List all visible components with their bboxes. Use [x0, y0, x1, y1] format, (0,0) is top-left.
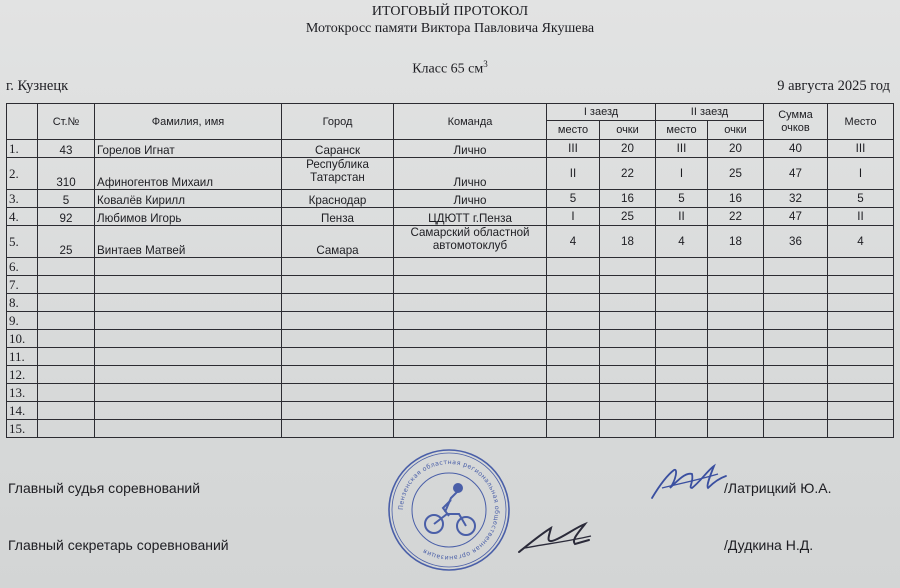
- final-place: [828, 312, 894, 330]
- rider-team: [394, 348, 547, 366]
- judge-label: Главный судья соревнований: [8, 480, 201, 496]
- rider-city: Самара: [282, 226, 394, 258]
- rider-number: [38, 420, 95, 438]
- race1-place: III: [547, 140, 600, 158]
- secretary-name: /Дудкина Н.Д.: [724, 537, 814, 553]
- rider-name: [95, 348, 282, 366]
- race1-points: [600, 402, 656, 420]
- protocol-title: ИТОГОВЫЙ ПРОТОКОЛ: [371, 4, 529, 19]
- rider-number: [38, 258, 95, 276]
- race2-place-header: место: [656, 121, 708, 140]
- secretary-label: Главный секретарь соревнований: [8, 537, 229, 553]
- total-points: 47: [764, 158, 828, 190]
- final-place: [828, 276, 894, 294]
- results-body: [7, 140, 894, 438]
- final-place: [828, 330, 894, 348]
- race1-points: [600, 420, 656, 438]
- race1-points: [600, 258, 656, 276]
- race2-place: [656, 312, 708, 330]
- col-city-header: Город: [282, 104, 394, 140]
- race2-header: II заезд: [656, 104, 764, 121]
- race1-points: 25: [600, 208, 656, 226]
- race2-points: [708, 312, 764, 330]
- final-place: 5: [828, 190, 894, 208]
- race1-points: [600, 366, 656, 384]
- rider-name: Любимов Игорь: [95, 208, 282, 226]
- total-points: 40: [764, 140, 828, 158]
- race1-header: I заезд: [547, 104, 656, 121]
- final-place: III: [828, 140, 894, 158]
- rider-name: [95, 276, 282, 294]
- race1-place: [547, 384, 600, 402]
- race2-points-header: очки: [708, 121, 764, 140]
- final-place: [828, 402, 894, 420]
- race1-place: 4: [547, 226, 600, 258]
- race2-points: [708, 420, 764, 438]
- rider-name: [95, 384, 282, 402]
- total-points: 32: [764, 190, 828, 208]
- race2-place: 4: [656, 226, 708, 258]
- total-points: 47: [764, 208, 828, 226]
- race1-points: [600, 348, 656, 366]
- col-number-header: Ст.№: [38, 104, 95, 140]
- row-position: 2.: [7, 158, 38, 190]
- event-city: г. Кузнецк: [6, 78, 69, 94]
- race2-place: III: [656, 140, 708, 158]
- col-place-header: Место: [828, 104, 894, 140]
- race2-points: 22: [708, 208, 764, 226]
- rider-city: [282, 402, 394, 420]
- race1-points-header: очки: [600, 121, 656, 140]
- rider-city: Пенза: [282, 208, 394, 226]
- rider-team: [394, 294, 547, 312]
- rider-city: Саранск: [282, 140, 394, 158]
- rider-team: Самарский областной автомотоклуб: [394, 226, 547, 258]
- rider-number: [38, 366, 95, 384]
- row-position: 4.: [7, 208, 38, 226]
- race1-place: 5: [547, 190, 600, 208]
- race2-points: 25: [708, 158, 764, 190]
- final-place: [828, 348, 894, 366]
- total-points: [764, 420, 828, 438]
- row-position: 12.: [7, 366, 38, 384]
- final-place: I: [828, 158, 894, 190]
- row-position: 15.: [7, 420, 38, 438]
- table-row: [7, 366, 894, 384]
- rider-number: 43: [38, 140, 95, 158]
- total-points: 36: [764, 226, 828, 258]
- row-position: 14.: [7, 402, 38, 420]
- total-points: [764, 402, 828, 420]
- final-place: 4: [828, 226, 894, 258]
- rider-number: [38, 312, 95, 330]
- race1-place: [547, 276, 600, 294]
- race1-points: 20: [600, 140, 656, 158]
- total-points: [764, 366, 828, 384]
- table-row: [7, 312, 894, 330]
- table-row: [7, 402, 894, 420]
- final-place: [828, 384, 894, 402]
- rider-name: [95, 330, 282, 348]
- table-row: [7, 140, 894, 158]
- col-pos-header: [7, 104, 38, 140]
- table-row: [7, 276, 894, 294]
- race1-place: II: [547, 158, 600, 190]
- race1-place: [547, 366, 600, 384]
- judge-name: /Латрицкий Ю.А.: [724, 480, 832, 496]
- rider-city: [282, 348, 394, 366]
- final-place: [828, 366, 894, 384]
- rider-number: 310: [38, 158, 95, 190]
- race2-place: [656, 420, 708, 438]
- race2-points: [708, 294, 764, 312]
- rider-city: [282, 312, 394, 330]
- rider-team: [394, 384, 547, 402]
- motocross-rider-stamp-icon: [425, 484, 475, 535]
- rider-team: Лично: [394, 190, 547, 208]
- rider-city: Краснодар: [282, 190, 394, 208]
- race2-place: [656, 294, 708, 312]
- race2-points: 20: [708, 140, 764, 158]
- rider-team: [394, 258, 547, 276]
- table-row: [7, 384, 894, 402]
- rider-city: [282, 258, 394, 276]
- race1-points: [600, 276, 656, 294]
- table-row: [7, 294, 894, 312]
- table-row: [7, 348, 894, 366]
- col-sum-header: Сумма очков: [764, 104, 828, 140]
- row-position: 10.: [7, 330, 38, 348]
- rider-number: [38, 402, 95, 420]
- rider-city: [282, 420, 394, 438]
- row-position: 9.: [7, 312, 38, 330]
- table-row: [7, 420, 894, 438]
- class-label: Класс 65 $см^3$: [412, 59, 488, 77]
- rider-name: Винтаев Матвей: [95, 226, 282, 258]
- race1-place: [547, 294, 600, 312]
- race2-place: [656, 402, 708, 420]
- race2-place: [656, 276, 708, 294]
- col-name-header: Фамилия, имя: [95, 104, 282, 140]
- race1-place: [547, 348, 600, 366]
- judge-signature: [648, 458, 730, 506]
- final-place: [828, 294, 894, 312]
- rider-city: [282, 384, 394, 402]
- rider-number: 5: [38, 190, 95, 208]
- rider-city: Республика Татарстан: [282, 158, 394, 190]
- race1-place: [547, 258, 600, 276]
- rider-team: [394, 330, 547, 348]
- final-place: [828, 420, 894, 438]
- results-table: [6, 103, 894, 438]
- race1-place: [547, 420, 600, 438]
- race2-points: 18: [708, 226, 764, 258]
- rider-name: Афиногентов Михаил: [95, 158, 282, 190]
- race2-points: [708, 366, 764, 384]
- race2-points: [708, 276, 764, 294]
- row-position: 1.: [7, 140, 38, 158]
- rider-name: [95, 402, 282, 420]
- rider-name: [95, 258, 282, 276]
- row-position: 5.: [7, 226, 38, 258]
- rider-team: ЦДЮТТ г.Пенза: [394, 208, 547, 226]
- rider-number: [38, 348, 95, 366]
- final-place: [828, 258, 894, 276]
- race1-place: [547, 402, 600, 420]
- race1-place-header: место: [547, 121, 600, 140]
- rider-number: [38, 384, 95, 402]
- race1-place: I: [547, 208, 600, 226]
- row-position: 6.: [7, 258, 38, 276]
- event-name: Мотокросс памяти Виктора Павловича Якушева: [305, 21, 595, 36]
- table-row: [7, 190, 894, 208]
- row-position: 7.: [7, 276, 38, 294]
- race2-place: [656, 258, 708, 276]
- total-points: [764, 384, 828, 402]
- race2-place: [656, 366, 708, 384]
- rider-number: [38, 276, 95, 294]
- race1-points: 18: [600, 226, 656, 258]
- race2-points: [708, 402, 764, 420]
- total-points: [764, 276, 828, 294]
- row-position: 8.: [7, 294, 38, 312]
- rider-city: [282, 294, 394, 312]
- total-points: [764, 258, 828, 276]
- rider-team: Лично: [394, 140, 547, 158]
- race2-points: [708, 348, 764, 366]
- rider-name: [95, 312, 282, 330]
- rider-number: 92: [38, 208, 95, 226]
- row-position: 13.: [7, 384, 38, 402]
- rider-name: [95, 420, 282, 438]
- race1-points: 22: [600, 158, 656, 190]
- rider-name: Горелов Игнат: [95, 140, 282, 158]
- table-row: [7, 330, 894, 348]
- total-points: [764, 330, 828, 348]
- rider-team: Лично: [394, 158, 547, 190]
- race1-place: [547, 312, 600, 330]
- race2-place: 5: [656, 190, 708, 208]
- rider-team: [394, 276, 547, 294]
- race1-points: 16: [600, 190, 656, 208]
- rider-team: [394, 366, 547, 384]
- race2-place: II: [656, 208, 708, 226]
- race2-place: [656, 330, 708, 348]
- col-team-header: Команда: [394, 104, 547, 140]
- race2-points: [708, 330, 764, 348]
- official-stamp: [387, 448, 511, 572]
- rider-number: 25: [38, 226, 95, 258]
- race1-points: [600, 384, 656, 402]
- rider-team: [394, 420, 547, 438]
- rider-city: [282, 366, 394, 384]
- row-position: 11.: [7, 348, 38, 366]
- stamp-ring-text: Пензенская областная региональная общественная организация: [397, 458, 501, 562]
- race2-place: [656, 348, 708, 366]
- rider-number: [38, 294, 95, 312]
- race2-points: 16: [708, 190, 764, 208]
- race1-place: [547, 330, 600, 348]
- rider-name: Ковалёв Кирилл: [95, 190, 282, 208]
- secretary-signature: [515, 518, 595, 558]
- race2-points: [708, 384, 764, 402]
- table-row: [7, 226, 894, 258]
- rider-city: [282, 276, 394, 294]
- row-position: 3.: [7, 190, 38, 208]
- final-place: II: [828, 208, 894, 226]
- race2-points: [708, 258, 764, 276]
- rider-number: [38, 330, 95, 348]
- rider-team: [394, 402, 547, 420]
- table-row: [7, 158, 894, 190]
- table-row: [7, 208, 894, 226]
- rider-name: [95, 294, 282, 312]
- event-date: 9 августа 2025 год: [777, 78, 890, 94]
- race2-place: [656, 384, 708, 402]
- table-row: [7, 258, 894, 276]
- rider-name: [95, 366, 282, 384]
- total-points: [764, 348, 828, 366]
- total-points: [764, 294, 828, 312]
- total-points: [764, 312, 828, 330]
- race1-points: [600, 330, 656, 348]
- race1-points: [600, 312, 656, 330]
- race2-place: I: [656, 158, 708, 190]
- rider-city: [282, 330, 394, 348]
- race1-points: [600, 294, 656, 312]
- rider-team: [394, 312, 547, 330]
